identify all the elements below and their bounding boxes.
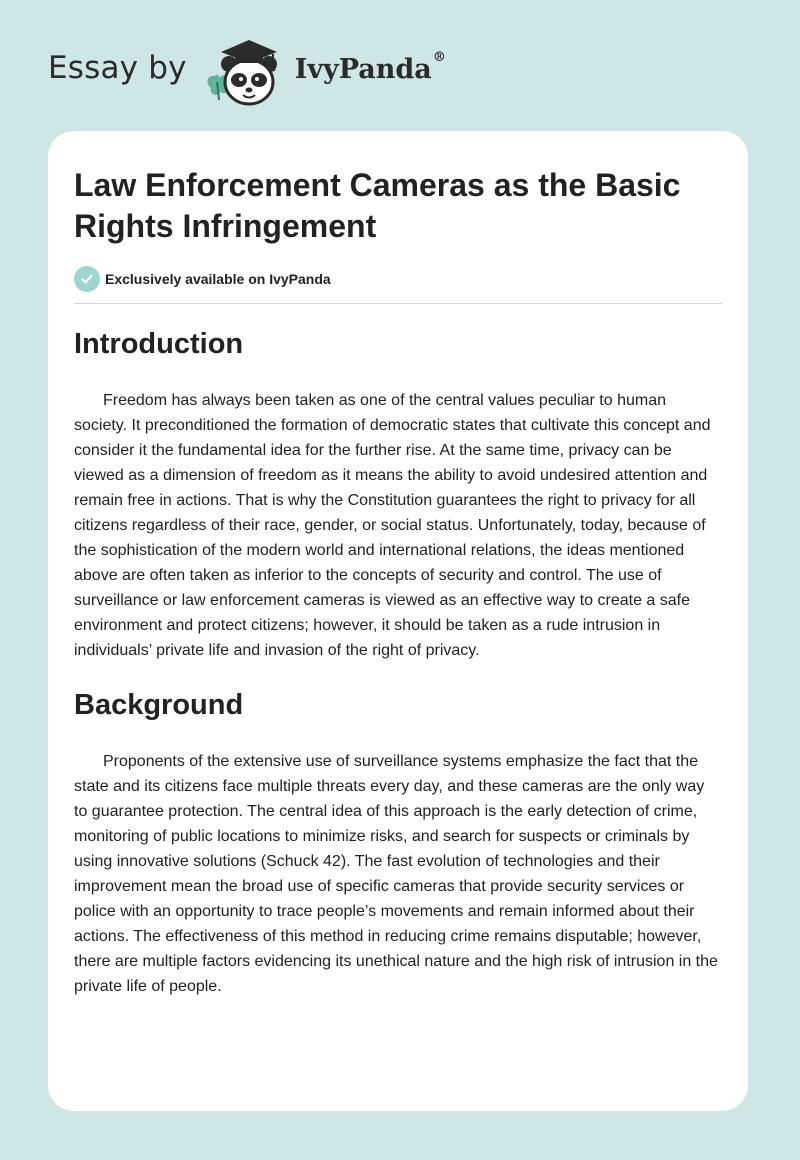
brand-name[interactable]: IvyPanda®	[294, 49, 446, 85]
essay-card	[48, 131, 748, 1111]
essay-by-label: Essay by	[48, 50, 187, 86]
section-background	[74, 688, 722, 999]
essay-title: Law Enforcement Cameras as the Basic Rights Infringement	[74, 167, 681, 244]
check-circle-icon	[74, 266, 100, 292]
section-paragraph: Proponents of the extensive use of surveillance systems emphasize the fact that the state and its citizens face multiple threats every day, and these cameras are the only way to guarantee protection. The central idea of this approach is the early detection of crime, monitoring of public locations to minimize risks, and search for suspects or criminals by using innovative solutions (Schuck 42). The fast evolution of technologies and their improvement mean the broad use of specific cameras that provide security services or police with an opportunity to trace people’s movements and remain informed about their actions. The effectiveness of this method in reducing crime remains disputable; however, there are multiple factors evidencing its unethical nature and the high risk of intrusion in the private life of people.	[74, 753, 718, 995]
exclusive-badge	[74, 266, 722, 292]
section-heading: Introduction	[74, 328, 244, 360]
section-heading: Background	[74, 689, 244, 721]
section-paragraph: Freedom has always been taken as one of the central values peculiar to human society. It preconditioned the formation of democratic states that cultivate this concept and consider it the fundamental idea for the further rise. At the same time, privacy can be viewed as a dimension of freedom as it means the ability to avoid undesired attention and remain free in actions. That is why the Constitution guarantees the right to privacy for all citizens regardless of their race, gender, or social status. Unfortunately, today, because of the sophistication of the modern world and international relations, the ideas mentioned above are often taken as inferior to the concepts of security and control. The use of surveillance or law enforcement cameras is viewed as an effective way to create a safe environment and protect citizens; however, it should be taken as a rude intrusion in individuals’ private life and invasion of the right of privacy.	[74, 392, 711, 659]
site-header	[48, 30, 446, 110]
panda-graduate-icon[interactable]	[201, 30, 293, 110]
registered-mark: ®	[432, 49, 446, 65]
section-introduction	[74, 327, 722, 663]
exclusive-badge-label: Exclusively available on IvyPanda	[105, 271, 331, 287]
title-divider	[74, 303, 722, 304]
